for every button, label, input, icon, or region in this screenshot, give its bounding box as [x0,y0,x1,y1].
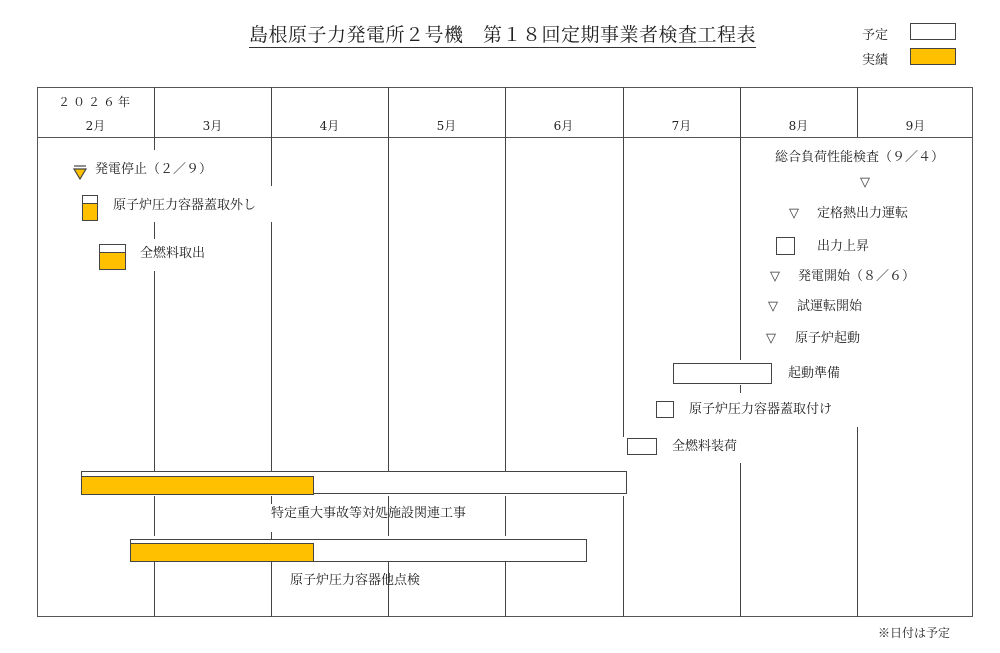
month-label-apr: 4月 [319,119,340,133]
gridline-aug [740,137,741,360]
gridline-apr [271,496,272,504]
gridline-apr [271,562,272,617]
generation-start-milestone-icon: ▽ [770,269,780,284]
month-label-sep: 9月 [905,119,926,133]
gridline-jun [505,496,506,536]
gridline-mar [154,271,155,471]
load-test-milestone-icon: ▽ [860,175,870,190]
year-label: ２０２６年 [58,95,134,109]
reactor-startup-milestone-icon: ▽ [766,331,776,346]
reactor-startup-label: 原子炉起動 [795,331,861,346]
power-ascension-bar [776,237,795,255]
gridline-apr [271,222,272,471]
trial-operation-label: 試運転開始 [797,299,863,314]
rpv-head-removal-label: 原子炉圧力容器蓋取外し [113,198,257,213]
rpv-inspection-label: 原子炉圧力容器他点検 [290,573,421,588]
sa-facility-work-label: 特定重大事故等対処施設関連工事 [271,506,467,521]
fuel-loading-label: 全燃料装荷 [672,439,738,454]
month-label-aug: 8月 [788,119,809,133]
month-label-may: 5月 [436,119,457,133]
rpv-head-install-bar [656,401,674,418]
month-label-mar: 3月 [202,119,223,133]
legend-planned-swatch [910,23,956,40]
month-label-feb: 2月 [85,119,106,133]
load-test-label: 総合負荷性能検査（９／４） [775,150,945,165]
gridline-mar [154,496,155,536]
month-label-jul: 7月 [671,119,692,133]
rpv-head-removal-bar [82,195,98,221]
gridline-mar [154,562,155,617]
fuel-removal-bar [99,244,126,270]
gridline-mar [154,222,155,239]
footnote: ※日付は予定 [878,626,951,640]
gridline-aug [740,463,741,617]
page-title: 島根原子力発電所２号機 第１８回定期事業者検査工程表 [249,24,757,46]
gridline-apr [271,137,272,186]
month-label-jun: 6月 [553,119,574,133]
fuel-loading-bar [627,438,657,455]
rated-output-milestone-icon: ▽ [789,206,799,221]
sa-facility-work-actual-bar [81,476,314,495]
fuel-removal-actual [100,252,125,269]
fuel-removal-label: 全燃料取出 [140,246,206,261]
gridline-jun [505,562,506,617]
rpv-head-removal-actual [83,203,97,220]
gridline-mar [154,137,155,150]
power-ascension-label: 出力上昇 [817,239,870,254]
gridline-sep [857,427,858,617]
startup-prep-label: 起動準備 [788,366,841,381]
generation-start-label: 発電開始（８／６） [798,269,916,284]
gridline-jun [505,137,506,471]
shutdown-label: 発電停止（２／９） [95,162,213,177]
gridline-may [388,137,389,471]
legend-actual-label: 実績 [862,53,889,68]
legend-planned-label: 予定 [862,28,889,43]
gridline-may [388,562,389,617]
gridline-jul [623,496,624,617]
rpv-inspection-actual-bar [130,543,314,562]
startup-prep-bar [673,363,772,384]
gridline-jul [623,137,624,437]
legend-actual-swatch [910,48,956,65]
trial-operation-milestone-icon: ▽ [768,299,778,314]
shutdown-milestone-icon [73,164,87,180]
rpv-head-install-label: 原子炉圧力容器蓋取付け [689,402,833,417]
gridline-aug [740,385,741,393]
rated-output-label: 定格熱出力運転 [817,206,909,221]
